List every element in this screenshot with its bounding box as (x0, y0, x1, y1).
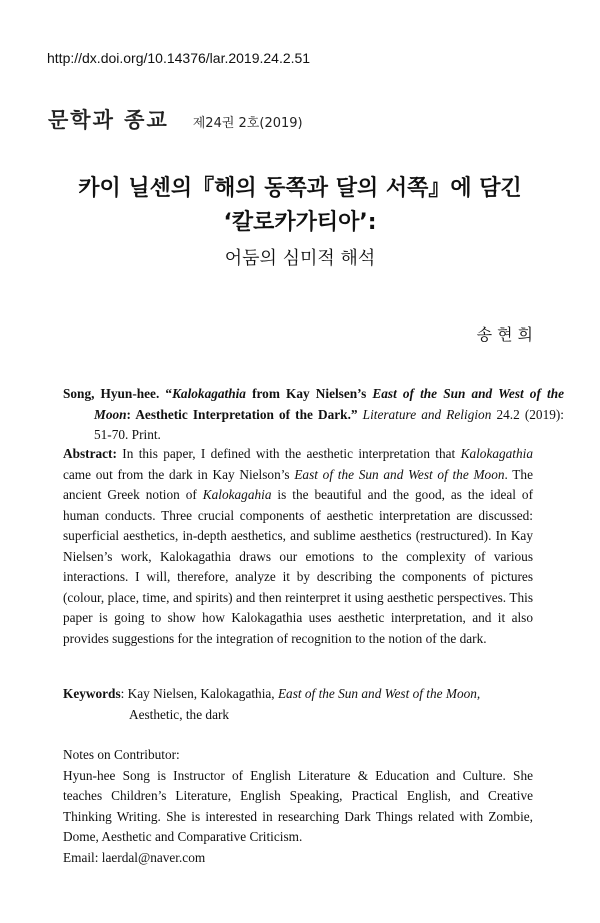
notes-heading: Notes on Contributor: (63, 747, 180, 762)
journal-logo: 문학과 종교 (48, 108, 169, 132)
citation-open-quote: “ (165, 386, 173, 401)
issue-info: 제24권 2호(2019) (192, 116, 303, 131)
citation-title-mid: from Kay Nielsen’s (245, 386, 373, 401)
abstract-text-4: is the beautiful and the good, as the ideal of human conducts. Three crucial components of aesthetic interpretation are discussed: superficial aesthetics, in-depth aesthetics, and sublime aesthetics (restructured). In Kay Nielsen’s work, Kalokagathia draws our emotions to the complexity of various interactions. I will, therefore, analyze it by describing the components of pictures (colour, place, time, and spirits) and then reinterpret it using aesthetic perspectives. This paper is going to show how Kalokagathia uses aesthetic interpretation, and it also provides suggestions for the integration of recognition to the notion of the dark. (63, 487, 534, 646)
notes-email: Email: laerdal@naver.com (63, 849, 206, 865)
abstract-text-2: came out from the dark in Kay Nielson’s (63, 466, 295, 482)
journal-header (48, 104, 303, 134)
author-name: 송현희 (476, 325, 538, 344)
keywords-label: Keywords (63, 686, 121, 701)
keywords-separator: : (120, 686, 128, 701)
abstract-italic-2: East of the Sun and West of the Moon (294, 466, 505, 482)
citation-title-italic-2: East of the Sun and West of the Moon (94, 386, 564, 422)
citation-title-italic-1: Kalokagathia (172, 386, 246, 401)
abstract-italic-3: Kalokagahia (202, 487, 272, 502)
abstract-label: Abstract: (63, 446, 117, 461)
abstract-text-1: In this paper, I defined with the aesthetic interpretation that (116, 446, 461, 461)
contributor-notes (63, 745, 533, 868)
keywords (63, 684, 533, 725)
citation (63, 384, 564, 446)
title-line-2: ‘칼로카가티아’: (223, 210, 377, 235)
citation-title-end: : Aesthetic Interpretation of the Dark.” (126, 406, 358, 422)
abstract (63, 444, 533, 649)
keywords-text-1: Kay Nielsen, Kalokagathia, (127, 686, 278, 701)
keywords-italic-1: East of the Sun and West of the Moon, (277, 686, 481, 701)
abstract-italic-1: Kalokagathia (460, 446, 533, 461)
citation-journal: Literature and Religion (362, 406, 492, 422)
subtitle: 어둠의 심미적 해석 (224, 248, 376, 269)
title-block (0, 172, 600, 272)
citation-details: 24.2 (2019): 51-70. Print. (94, 406, 564, 442)
keywords-text-2: Aesthetic, the dark (129, 706, 230, 722)
doi-link[interactable]: http://dx.doi.org/10.14376/lar.2019.24.2.51 (47, 50, 311, 66)
title-line-1: 카이 닐센의『해의 동쪽과 달의 서쪽』에 담긴 (78, 176, 522, 201)
notes-body: Hyun-hee Song is Instructor of English Literature & Education and Culture. She teaches Children’s Literature, English Speaking, Practical English, and Creative Thinking Writing. She is interested in researching Dark Things related with Zombie, Dome, Aesthetic and Comparative Criticism. (63, 767, 533, 844)
abstract-text-3: . The ancient Greek notion of (63, 466, 533, 502)
citation-author: Song, Hyun-hee. (63, 386, 160, 401)
